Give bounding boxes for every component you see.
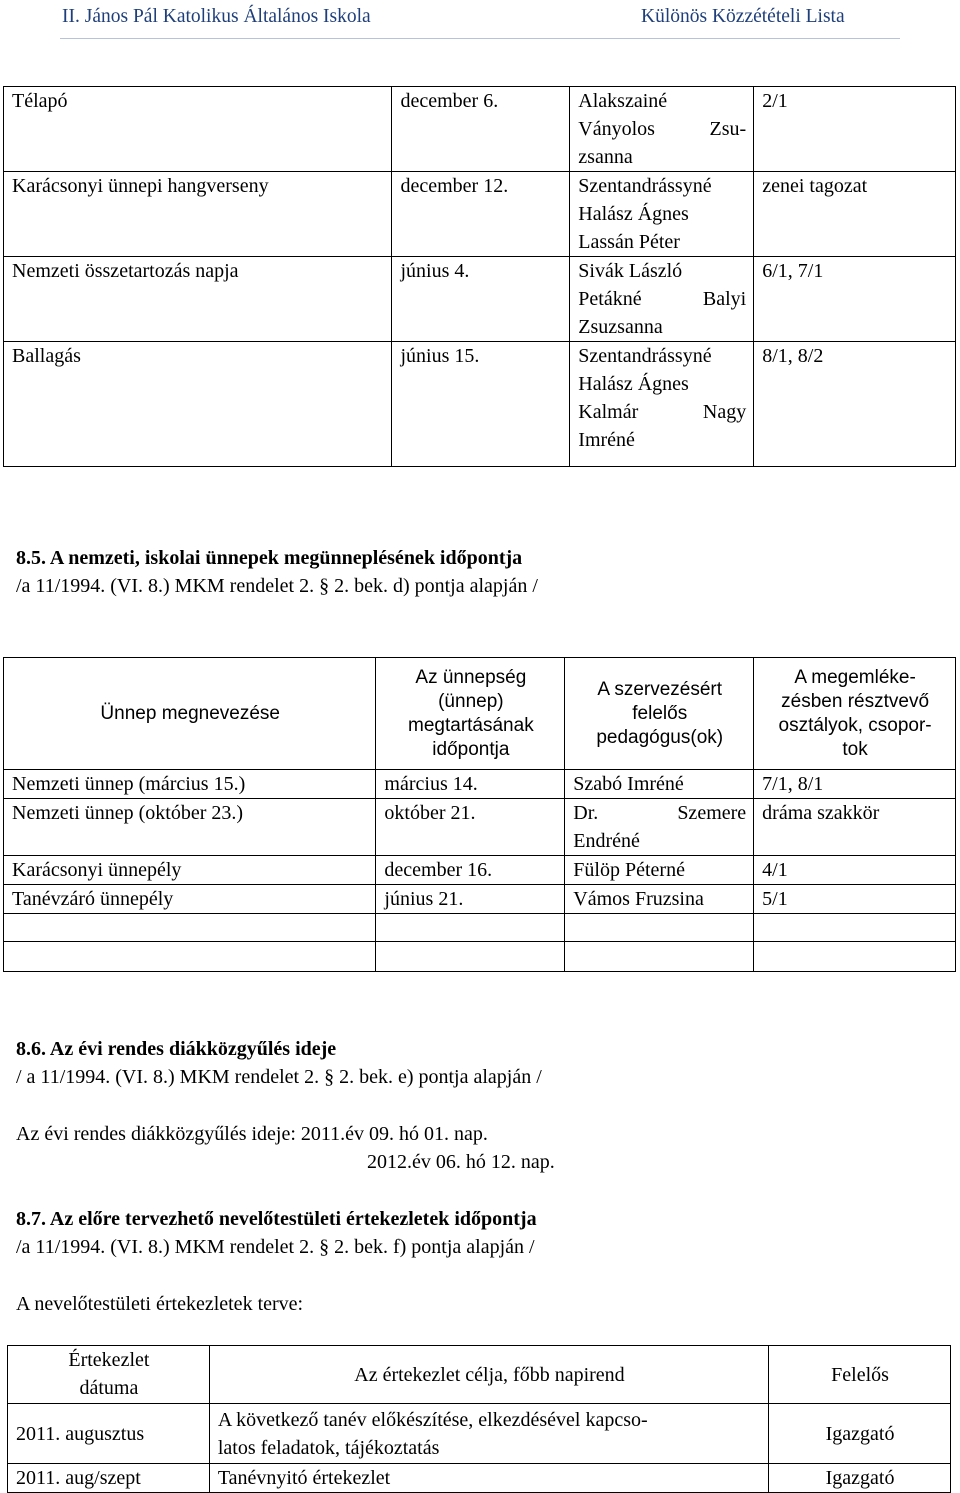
- holiday-name: Nemzeti ünnep (március 15.): [4, 770, 376, 799]
- meeting-purpose: Tanévnyitó értekezlet: [209, 1464, 768, 1493]
- event-responsible: [570, 172, 754, 257]
- staff-meetings-table: [7, 1345, 951, 1493]
- table-row: [4, 942, 956, 972]
- holiday-name: Nemzeti ünnep (október 23.): [4, 799, 376, 856]
- header-line: pedagógus(ok): [596, 726, 724, 748]
- holiday-date: [376, 942, 565, 972]
- table-header-row: [4, 658, 956, 770]
- event-name: Nemzeti összetartozás napja: [4, 257, 392, 342]
- holiday-responsible: Szabó Imréné: [565, 770, 754, 799]
- meeting-date: 2011. aug/szept: [8, 1464, 210, 1493]
- section-8-5-title: 8.5. A nemzeti, iskolai ünnepek megünneplésének időpontja: [16, 547, 523, 569]
- holidays-table: [3, 657, 956, 972]
- table-row: [8, 1404, 951, 1464]
- event-class: zenei tagozat: [754, 172, 956, 257]
- header-line: (ünnep): [438, 690, 504, 712]
- section-8-6-subtitle: / a 11/1994. (VI. 8.) MKM rendelet 2. § 2. bek. e) pontja alapján /: [16, 1066, 542, 1088]
- event-date: december 12.: [392, 172, 570, 257]
- event-class: 2/1: [754, 87, 956, 172]
- responsible-line: Halász Ágnes: [578, 203, 689, 225]
- responsible-line: Ványolos Zsu-: [578, 118, 747, 140]
- holiday-name: Tanévzáró ünnepély: [4, 885, 376, 914]
- responsible-line: Endréné: [573, 830, 640, 852]
- holiday-classes: 4/1: [754, 856, 956, 885]
- table-row: [4, 770, 956, 799]
- table-row: [4, 87, 956, 172]
- table-row: [4, 856, 956, 885]
- holiday-responsible: Fülöp Péterné: [565, 856, 754, 885]
- header-line: dátuma: [79, 1377, 139, 1399]
- table-row: [4, 885, 956, 914]
- col-header-meeting-responsible: Felelős: [769, 1346, 951, 1404]
- responsible-line: Lassán Péter: [578, 231, 680, 253]
- responsible-line: zsanna: [578, 146, 633, 168]
- purpose-line: latos feladatok, tájékoztatás: [217, 1436, 440, 1459]
- holiday-classes: 7/1, 8/1: [754, 770, 956, 799]
- assembly-date-line-2: 2012.év 06. hó 12. nap.: [367, 1151, 555, 1173]
- event-date: június 15.: [392, 342, 570, 467]
- col-header-date: [376, 658, 565, 770]
- meeting-responsible: Igazgató: [769, 1404, 951, 1464]
- header-divider: [60, 38, 900, 39]
- holiday-classes: dráma szakkör: [754, 799, 956, 856]
- holiday-date: március 14.: [376, 770, 565, 799]
- holiday-name: Karácsonyi ünnepély: [4, 856, 376, 885]
- event-responsible: [570, 257, 754, 342]
- header-school-name: II. János Pál Katolikus Általános Iskola: [62, 6, 371, 27]
- header-line: osztályok, csopor-: [778, 714, 932, 736]
- responsible-line: Halász Ágnes: [578, 373, 689, 395]
- section-8-7-subtitle: /a 11/1994. (VI. 8.) MKM rendelet 2. § 2. bek. f) pontja alapján /: [16, 1236, 535, 1258]
- holiday-classes: [754, 914, 956, 942]
- event-responsible: [570, 87, 754, 172]
- header-line: Az ünnepség: [415, 666, 527, 688]
- section-8-6-title: 8.6. Az évi rendes diákközgyűlés ideje: [16, 1038, 337, 1060]
- holiday-name: [4, 942, 376, 972]
- holiday-classes: 5/1: [754, 885, 956, 914]
- event-name: Ballagás: [4, 342, 392, 467]
- meeting-responsible: Igazgató: [769, 1464, 951, 1493]
- header-line: tok: [842, 738, 868, 760]
- responsible-line: Szentandrássyné: [578, 175, 712, 197]
- col-header-holiday-name: Ünnep megnevezése: [4, 658, 376, 770]
- assembly-date-line-1: Az évi rendes diákközgyűlés ideje: 2011.év 09. hó 01. nap.: [16, 1123, 488, 1145]
- responsible-line: Petákné Balyi: [578, 288, 747, 310]
- table-row: [4, 914, 956, 942]
- header-line: A szervezésért: [597, 678, 723, 700]
- holiday-responsible: Vámos Fruzsina: [565, 885, 754, 914]
- header-line: zésben résztvevő: [781, 690, 930, 712]
- section-8-7-intro: A nevelőtestületi értekezletek terve:: [16, 1293, 304, 1315]
- holiday-date: június 21.: [376, 885, 565, 914]
- col-header-participants: [754, 658, 956, 770]
- table-row: [4, 342, 956, 467]
- meeting-purpose: [209, 1404, 768, 1464]
- section-8-5-subtitle: /a 11/1994. (VI. 8.) MKM rendelet 2. § 2. bek. d) pontja alapján /: [16, 575, 538, 597]
- table-row: [4, 257, 956, 342]
- holiday-date: október 21.: [376, 799, 565, 856]
- responsible-line: Sivák László: [578, 260, 683, 282]
- header-line: megtartásának: [408, 714, 534, 736]
- event-date: június 4.: [392, 257, 570, 342]
- responsible-line: Dr. Szemere: [573, 802, 747, 824]
- holiday-classes: [754, 942, 956, 972]
- table-row: [8, 1464, 951, 1493]
- header-line: A megemléke-: [794, 666, 916, 688]
- holiday-responsible: [565, 914, 754, 942]
- event-name: Télapó: [4, 87, 392, 172]
- responsible-line: Szentandrássyné: [578, 345, 712, 367]
- event-class: 8/1, 8/2: [754, 342, 956, 467]
- responsible-line: Alakszainé: [578, 90, 668, 112]
- holiday-responsible: [565, 799, 754, 856]
- event-class: 6/1, 7/1: [754, 257, 956, 342]
- meeting-date: 2011. augusztus: [8, 1404, 210, 1464]
- col-header-responsible: [565, 658, 754, 770]
- responsible-line: Zsuzsanna: [578, 316, 663, 338]
- header-line: időpontja: [432, 738, 510, 760]
- event-responsible: [570, 342, 754, 467]
- table-row: [4, 799, 956, 856]
- table-row: [4, 172, 956, 257]
- events-table: [3, 86, 956, 467]
- section-8-7-title: 8.7. Az előre tervezhető nevelőtestületi értekezletek időpontja: [16, 1208, 537, 1230]
- event-date: december 6.: [392, 87, 570, 172]
- header-line: Értekezlet: [68, 1349, 150, 1371]
- responsible-line: Imréné: [578, 429, 635, 451]
- event-name: Karácsonyi ünnepi hangverseny: [4, 172, 392, 257]
- col-header-meeting-purpose: Az értekezlet célja, főbb napirend: [209, 1346, 768, 1404]
- purpose-line: A következő tanév előkészítése, elkezdésével kapcso-: [217, 1408, 648, 1431]
- holiday-name: [4, 914, 376, 942]
- col-header-meeting-date: [8, 1346, 210, 1404]
- holiday-responsible: [565, 942, 754, 972]
- holiday-date: [376, 914, 565, 942]
- holiday-date: december 16.: [376, 856, 565, 885]
- header-document-title: Különös Közzétételi Lista: [641, 6, 845, 27]
- header-line: felelős: [632, 702, 688, 724]
- responsible-line: Kalmár Nagy: [578, 401, 747, 423]
- table-header-row: [8, 1346, 951, 1404]
